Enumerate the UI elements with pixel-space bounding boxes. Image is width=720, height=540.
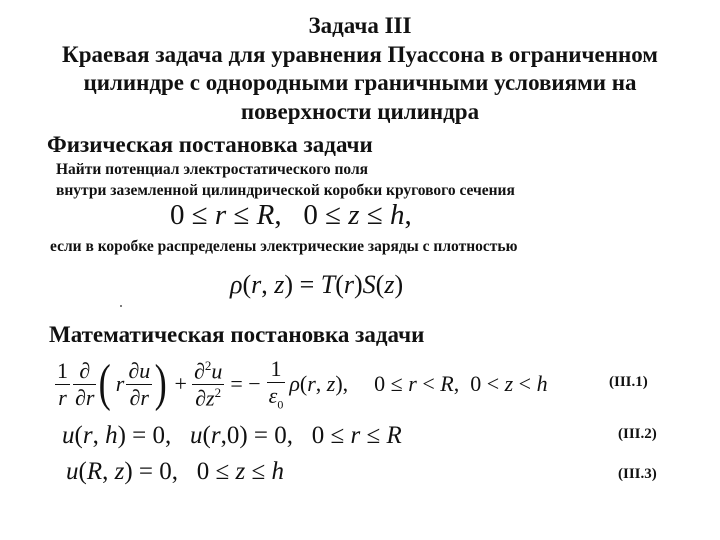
frac-d-dr: $\frac{\partial}{\partial r}$ <box>75 358 95 410</box>
equation-label-3: (III.3) <box>618 466 657 482</box>
equation-poisson: $\frac{1}{r}$ $\frac{\partial}{\partial r}$ ( r $\frac{\partial u}{\partial r}$ ) + $\frac{\partial^2u}{\partial z^2}$ = − $\frac{1}{\varepsilon_0}$ ρ(r, z), 0 ≤ r < R, 0 < z < h <box>57 355 548 412</box>
problem-title-line3: поверхности цилиндра <box>240 99 480 124</box>
problem-title-line1: Краевая задача для уравнения Пуассона в ограниченном <box>62 42 658 67</box>
physical-text-2: внутри заземленной цилиндрической коробки кругового сечения <box>56 182 515 199</box>
problem-title-line2: цилиндре с однородными граничными условиями на <box>83 70 637 95</box>
equation-boundary-z: u(r, h) = 0, u(r,0) = 0, 0 ≤ r ≤ R <box>62 422 402 449</box>
frac-1-over-eps0: $\frac{1}{\varepsilon_0}$ <box>268 356 284 411</box>
equation-boundary-r: u(R, z) = 0, 0 ≤ z ≤ h <box>66 458 284 485</box>
density-formula: ρ(r, z) = T(r)S(z) <box>230 270 404 299</box>
frac-1-over-r: $\frac{1}{r}$ <box>57 358 68 410</box>
math-heading: Математическая постановка задачи <box>49 322 425 347</box>
physical-text-1: Найти потенциал электростатического поля <box>56 161 369 178</box>
frac-d2u-dz2: $\frac{\partial^2u}{\partial z^2}$ <box>193 358 223 410</box>
paren-right: ) <box>154 355 167 412</box>
paren-left: ( <box>99 355 112 412</box>
physical-heading: Физическая постановка задачи <box>47 132 373 157</box>
equation-label-2: (III.2) <box>618 426 657 442</box>
task-title: Задача III <box>308 13 412 38</box>
frac-du-dr: $\frac{\partial u}{\partial r}$ <box>128 358 151 410</box>
equation-label-1: (III.1) <box>609 374 648 390</box>
physical-text-3: если в коробке распределены электрические заряды с плотностью <box>50 238 518 255</box>
domain-formula: 0 ≤ r ≤ R, 0 ≤ z ≤ h, <box>170 199 412 231</box>
stray-dot <box>120 305 122 307</box>
